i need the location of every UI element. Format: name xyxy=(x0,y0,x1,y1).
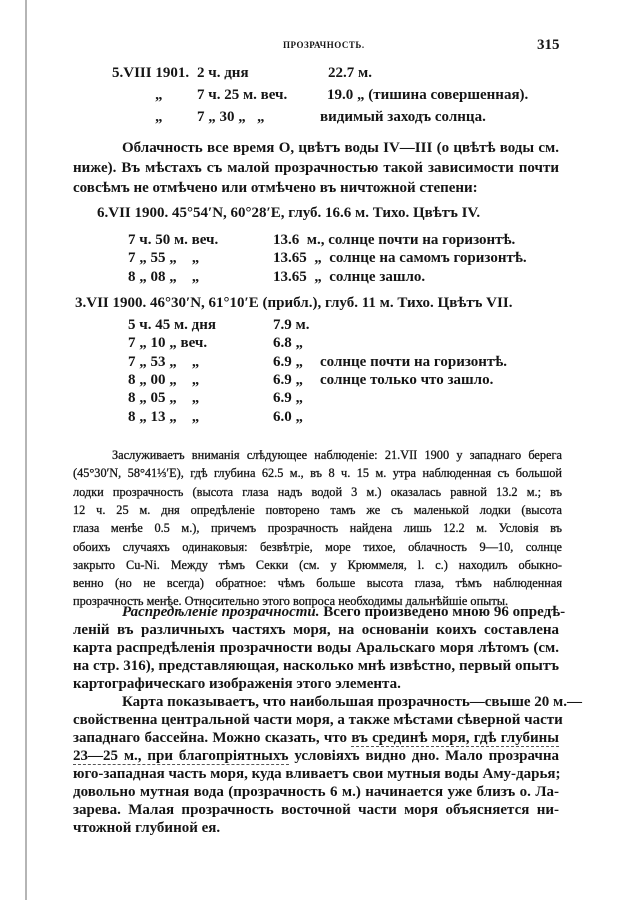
paragraph-line: зарева. Малая прозрачность восточной части моря объясняется ни- xyxy=(73,802,559,818)
underlined-text: въ срединѣ моря, гдѣ глубины xyxy=(351,730,559,746)
section-text: Всего произведено мною 96 опредѣ- xyxy=(319,604,566,620)
footnote-line: 12 ч. 25 м. дня опредѣленіе повторено тамъ же съ маленькой лодки (высота xyxy=(73,503,562,517)
table-cell-value: 6.8 „ xyxy=(273,335,303,351)
paragraph-line: чтожной глубиной ея. xyxy=(73,820,221,836)
table-cell-time: 5 ч. 45 м. дня xyxy=(128,317,217,333)
table-cell-time: 8 „ 00 „ „ xyxy=(128,372,200,388)
table-cell-date: 5.VIII 1901. xyxy=(112,65,190,81)
text-span: условіяхъ видно дно. Мало прозрачна xyxy=(288,748,559,764)
paragraph-line: юго-западная часть моря, куда вливаетъ свои мутныя воды Аму-дарья; xyxy=(73,766,561,782)
footnote-line: венно (но не всегда) обратное: чѣмъ больше высота глаза, тѣмъ наблюденная xyxy=(73,576,562,590)
paragraph-line xyxy=(73,749,559,764)
table-cell-value: 6.9 „ xyxy=(273,372,303,388)
footnote-line: (45°30′N, 58°41⅓′E), гдѣ глубина 62.5 м., въ 8 ч. 15 м. утра наблюденная съ большой xyxy=(73,466,562,480)
table-cell-value: 6.9 „ xyxy=(273,354,303,370)
footnote-line: прозрачность менѣе. Относительно этого вопроса необходимы дальнѣйшіе опыты. xyxy=(73,594,509,608)
section-title: Распредѣленіе прозрачности. xyxy=(122,604,320,620)
paragraph-line: карта распредѣленія прозрачности воды Аральскаго моря лѣтомъ (см. xyxy=(73,640,559,656)
table-cell-time: 7 „ 55 „ „ xyxy=(128,250,200,266)
paragraph-line xyxy=(73,731,559,746)
footnote-line: Заслуживаетъ вниманія слѣдующее наблюденіе: 21.VII 1900 у западнаго берега xyxy=(112,448,562,462)
table-cell-value: 7.9 м. xyxy=(273,317,310,333)
table-cell-value: 22.7 м. xyxy=(328,65,372,81)
paragraph-line: картографическаго изображенія этого элемента. xyxy=(73,676,401,692)
table-cell-time: 7 „ 10 „ веч. xyxy=(128,335,208,351)
table-cell-note: видимый заходъ солнца. xyxy=(320,109,486,125)
paragraph-line: Карта показываетъ, что наибольшая прозрачность—свыше 20 м.— xyxy=(122,694,583,710)
paragraph-line: совсѣмъ не отмѣчено или отмѣчено въ ничтожной степени: xyxy=(73,180,478,196)
footnote-line: лодки прозрачность (высота глаза надъ водой 3 м.) оказалась равной 13.2 м.; въ xyxy=(73,485,562,499)
table-cell-time: 7 ч. 50 м. веч. xyxy=(128,232,219,248)
underlined-text: 23—25 м., при благопріятныхъ xyxy=(73,748,289,764)
text-span: западнаго бассейна. Можно сказать, что xyxy=(73,730,352,746)
table-cell-value: 13.65 „ солнце на самомъ горизонтѣ. xyxy=(273,250,527,266)
table-cell-value: 6.9 „ xyxy=(273,390,303,406)
paragraph-line: леній въ различныхъ частяхъ моря, на основаніи коихъ составлена xyxy=(73,622,559,638)
page-number: 315 xyxy=(537,37,560,53)
table-cell-value: 13.65 „ солнце зашло. xyxy=(273,269,426,285)
paragraph-line: на стр. 316), представляющая, насколько мнѣ извѣстно, первый опытъ xyxy=(73,658,559,674)
table-cell-value: 19.0 „ (тишина совершенная). xyxy=(327,87,529,103)
station-heading: 6.VII 1900. 45°54′N, 60°28′E, глуб. 16.6 м. Тихо. Цвѣтъ IV. xyxy=(97,205,481,221)
station-heading: 3.VII 1900. 46°30′N, 61°10′E (прибл.), глуб. 11 м. Тихо. Цвѣтъ VII. xyxy=(75,295,513,311)
table-cell-note: солнце почти на горизонтѣ. xyxy=(320,354,508,370)
table-cell-time: 2 ч. дня xyxy=(197,65,249,81)
table-cell-note: солнце только что зашло. xyxy=(320,372,494,388)
footnote-line: обоихъ случаяхъ одинаковыя: безвѣтріе, море тихое, облачность 9—10, солнце xyxy=(73,540,562,554)
table-cell-time: 8 „ 13 „ „ xyxy=(128,409,200,425)
table-cell-time: 7 „ 53 „ „ xyxy=(128,354,200,370)
footnote-line: глаза менѣе 0.5 м.), причемъ прозрачность найдена лишь 12.2 м. Условія въ xyxy=(73,521,562,535)
page-edge-line xyxy=(25,0,27,900)
paragraph-line: ниже). Въ мѣстахъ съ малой прозрачностью такой зависимости почти xyxy=(73,160,559,176)
table-cell-time: 7 ч. 25 м. веч. xyxy=(197,87,288,103)
table-cell-time: 7 „ 30 „ „ xyxy=(197,109,265,125)
running-title: ПРОЗРАЧНОСТЬ. xyxy=(283,40,365,50)
table-cell-value: 13.6 м., солнце почти на горизонтѣ. xyxy=(273,232,516,248)
paragraph-line: довольно мутная вода (прозрачность 6 м.) начинается уже близъ о. Ла- xyxy=(73,784,559,800)
paragraph-line: свойственна центральной части моря, а также мѣстами сѣверной части xyxy=(73,712,563,728)
paragraph-line: Облачность все время О, цвѣтъ воды IV—III (о цвѣтѣ воды см. xyxy=(122,140,559,156)
table-cell-time: 8 „ 05 „ „ xyxy=(128,390,200,406)
section-first-line xyxy=(122,604,566,620)
table-cell-time: 8 „ 08 „ „ xyxy=(128,269,200,285)
table-cell-date: „ xyxy=(155,87,163,103)
table-cell-date: „ xyxy=(155,109,163,125)
table-cell-value: 6.0 „ xyxy=(273,409,303,425)
footnote-line: закрыто Cu-Ni. Между тѣмъ Секки (см. у Крюммеля, l. c.) находилъ обыкно- xyxy=(73,558,562,572)
